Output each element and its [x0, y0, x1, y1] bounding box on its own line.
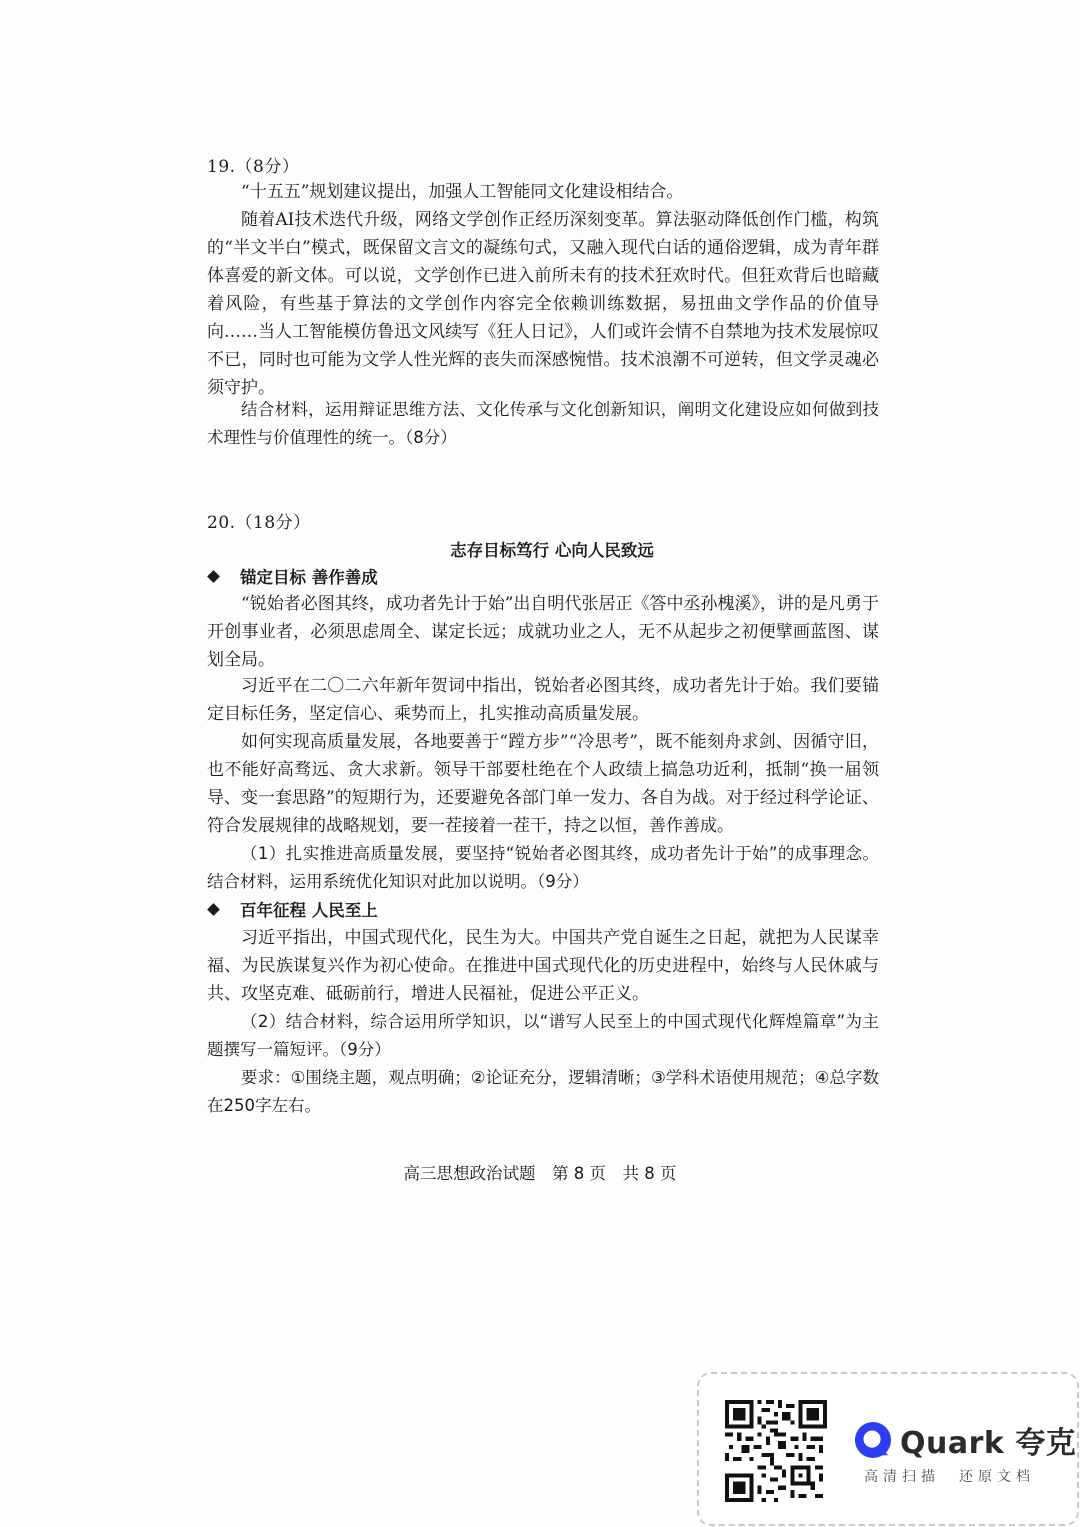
question-20-number: 20.（18分） [207, 513, 311, 533]
quark-logo [854, 1418, 1076, 1462]
diamond-bullet-icon [207, 570, 220, 583]
question-20-title: 志存目标笃行 心向人民致远 [450, 541, 654, 560]
quark-watermark [697, 1372, 1079, 1526]
section-1-heading [207, 564, 378, 588]
section-2-heading-text: 百年征程 人民至上 [240, 901, 378, 920]
question-19-material: 随着AI技术迭代升级，网络文学创作正经历深刻变革。算法驱动降低创作门槛，构筑的“半文半白”模式，既保留文言文的凝练句式，又融入现代白话的通俗逻辑，成为青年群体喜爱的新文体。可以说，文学创作已进入前所未有的技术狂欢时代。但狂欢背后也暗藏着风险，有些基于算法的文学创作内容完全依赖训练数据，易扭曲文学作品的价值导向……当人工智能模仿鲁迅文风续写《狂人日记》，人们或许会情不自禁地为技术发展惊叹不已，同时也可能为文学人性光辉的丧失而深感惋惜。技术浪潮不可逆转，但文学灵魂必须守护。 [207, 210, 879, 398]
question-19-number: 19.（8分） [207, 157, 300, 177]
question-19-intro: “十五五”规划建议提出，加强人工智能同文化建设相结合。 [241, 182, 684, 202]
question-20-sub-2: （2）结合材料，综合运用所学知识，以“谱写人民至上的中国式现代化辉煌篇章”为主题撰写一篇短评。（9分） [207, 1012, 879, 1059]
section-1-para-1: “锐始者必图其终，成功者先计于始”出自明代张居正《答中丞孙槐溪》，讲的是凡勇于开创事业者，必须思虑周全、谋定长远；成就功业之人，无不从起步之初便擘画蓝图、谋划全局。 [207, 594, 879, 670]
diamond-bullet-icon [207, 903, 220, 916]
section-2-heading [207, 897, 378, 921]
question-19-prompt: 结合材料，运用辩证思维方法、文化传承与文化创新知识，阐明文化建设应如何做到技术理性与价值理性的统一。（8分） [207, 400, 879, 447]
quark-brand-text: Quark 夸克 [900, 1426, 1077, 1461]
section-1-para-3: 如何实现高质量发展，各地要善于“蹚方步”“冷思考”，既不能刻舟求剑、因循守旧，也不能好高骛远、贪大求新。领导干部要杜绝在个人政绩上搞急功近利，抵制“换一届领导、变一套思路”的短期行为，还要避免各部门单一发力、各自为战。对于经过科学论证、符合发展规律的战略规划，要一茬接着一茬干，持之以恒，善作善成。 [207, 732, 879, 836]
question-20-requirements: 要求：①围绕主题，观点明确；②论证充分，逻辑清晰；③学科术语使用规范；④总字数在250字左右。 [207, 1068, 879, 1115]
section-1-heading-text: 锚定目标 善作善成 [240, 568, 378, 587]
page-footer: 高三思想政治试题 第 8 页 共 8 页 [403, 1164, 677, 1183]
section-1-para-2: 习近平在二〇二六年新年贺词中指出，锐始者必图其终，成功者先计于始。我们要锚定目标任务，坚定信心、乘势而上，扎实推动高质量发展。 [207, 676, 879, 724]
question-20-sub-1: （1）扎实推进高质量发展，要坚持“锐始者必图其终，成功者先计于始”的成事理念。结合材料，运用系统优化知识对此加以说明。（9分） [207, 844, 879, 891]
quark-logo-icon [854, 1421, 892, 1459]
qr-code-icon [725, 1400, 827, 1502]
quark-tagline: 高清扫描 还原文档 [864, 1469, 1035, 1485]
section-2-para-1: 习近平指出，中国式现代化，民生为大。中国共产党自诞生之日起，就把为人民谋幸福、为民族谋复兴作为初心使命。在推进中国式现代化的历史进程中，始终与人民休戚与共、攻坚克难、砥砺前行，增进人民福祉，促进公平正义。 [207, 928, 879, 1004]
